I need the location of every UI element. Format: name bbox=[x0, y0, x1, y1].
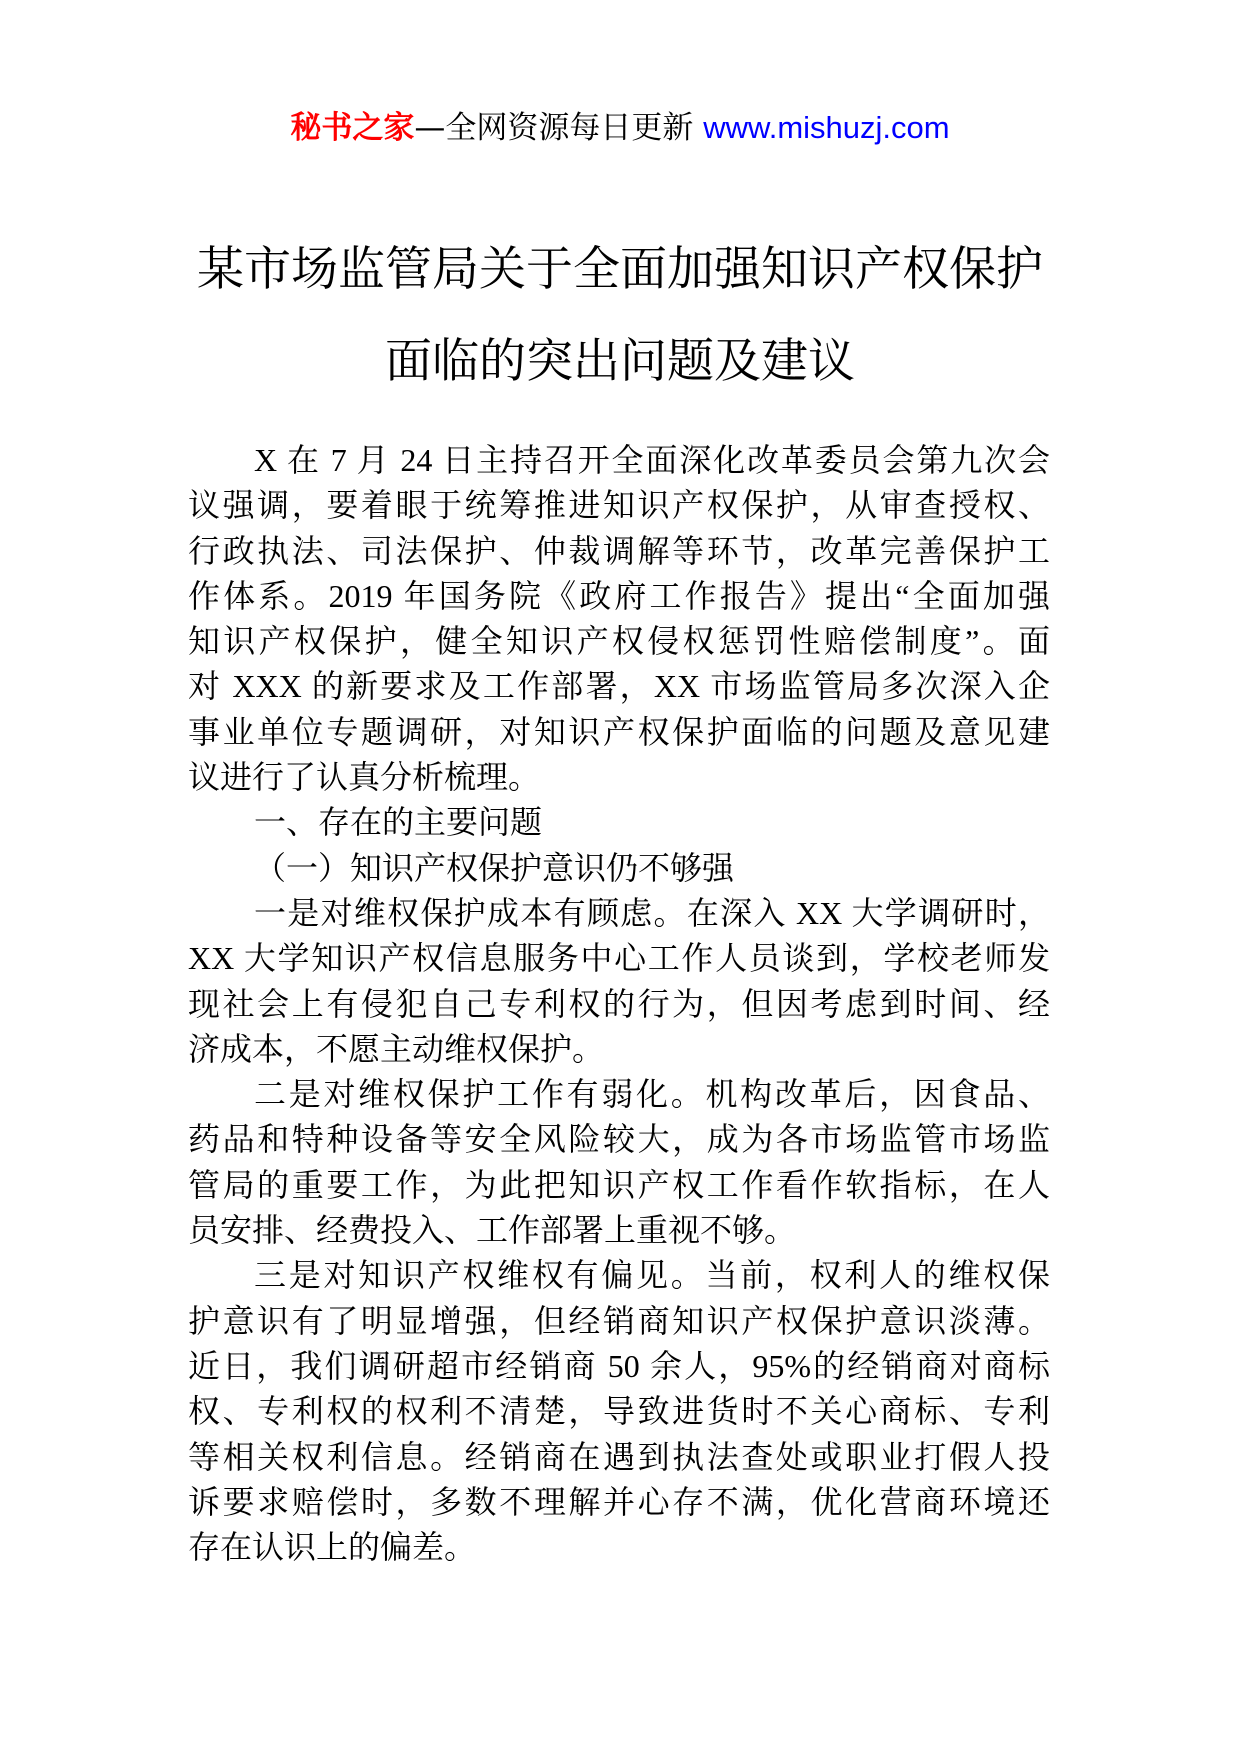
text-line: 议强调，要着眼于统筹推进知识产权保护，从审查授权、 bbox=[188, 487, 1050, 524]
text-line: 对 XXX 的新要求及工作部署，XX 市场监管局多次深入企 bbox=[188, 668, 1050, 705]
text-line: 存在认识上的偏差。 bbox=[188, 1529, 477, 1566]
text-line: 知识产权保护，健全知识产权侵权惩罚性赔偿制度”。面 bbox=[188, 623, 1050, 660]
text-line: X 在 7 月 24 日主持召开全面深化改革委员会第九次会 bbox=[254, 442, 1050, 478]
text-line: 诉要求赔偿时，多数不理解并心存不满，优化营商环境还 bbox=[188, 1483, 1050, 1520]
text-line: 事业单位专题调研，对知识产权保护面临的问题及意见建 bbox=[188, 713, 1050, 750]
text-line: 议进行了认真分析梳理。 bbox=[188, 759, 541, 796]
site-url-link[interactable]: www.mishuzj.com bbox=[703, 110, 950, 145]
text-line: 近日，我们调研超市经销商 50 余人，95%的经销商对商标 bbox=[188, 1347, 1050, 1384]
document-title-line-2: 面临的突出问题及建议 bbox=[385, 334, 855, 389]
text-line: 等相关权利信息。经销商在遇到执法查处或职业打假人投 bbox=[188, 1438, 1050, 1475]
text-line: 一是对维权保护成本有顾虑。在深入 XX 大学调研时， bbox=[254, 894, 1050, 931]
text-line: 作体系。2019 年国务院《政府工作报告》提出“全面加强 bbox=[188, 577, 1050, 614]
document-body bbox=[188, 438, 1050, 1570]
paragraph bbox=[188, 1072, 1050, 1253]
paragraph bbox=[188, 800, 1050, 845]
paragraph bbox=[188, 891, 1050, 1072]
paragraph bbox=[188, 846, 1050, 891]
text-line: 护意识有了明显增强，但经销商知识产权保护意识淡薄。 bbox=[188, 1302, 1050, 1339]
text-line: 济成本，不愿主动维权保护。 bbox=[188, 1030, 605, 1067]
paragraph bbox=[188, 1253, 1050, 1570]
text-line: （一）知识产权保护意识仍不够强 bbox=[254, 849, 735, 886]
text-line: 二是对维权保护工作有弱化。机构改革后，因食品、 bbox=[254, 1076, 1050, 1113]
text-line: 现社会上有侵犯自己专利权的行为，但因考虑到时间、经 bbox=[188, 985, 1050, 1022]
document-title-line-1: 某市场监管局关于全面加强知识产权保护 bbox=[197, 242, 1043, 297]
text-line: 三是对知识产权维权有偏见。当前，权利人的维权保 bbox=[254, 1257, 1050, 1294]
brand-name: 秘书之家 bbox=[290, 110, 415, 146]
site-banner bbox=[0, 102, 1240, 147]
text-line: 行政执法、司法保护、仲裁调解等环节，改革完善保护工 bbox=[188, 532, 1050, 569]
text-line: XX 大学知识产权信息服务中心工作人员谈到，学校老师发 bbox=[188, 940, 1050, 977]
text-line: 药品和特种设备等安全风险较大，成为各市场监管市场监 bbox=[188, 1121, 1050, 1158]
paragraph bbox=[188, 438, 1050, 800]
text-line: 一、存在的主要问题 bbox=[254, 804, 543, 841]
text-line: 权、专利权的权利不清楚，导致进货时不关心商标、专利 bbox=[188, 1393, 1050, 1430]
text-line: 员安排、经费投入、工作部署上重视不够。 bbox=[188, 1212, 797, 1249]
banner-slogan: —全网资源每日更新 bbox=[414, 110, 704, 146]
text-line: 管局的重要工作，为此把知识产权工作看作软指标，在人 bbox=[188, 1166, 1050, 1203]
